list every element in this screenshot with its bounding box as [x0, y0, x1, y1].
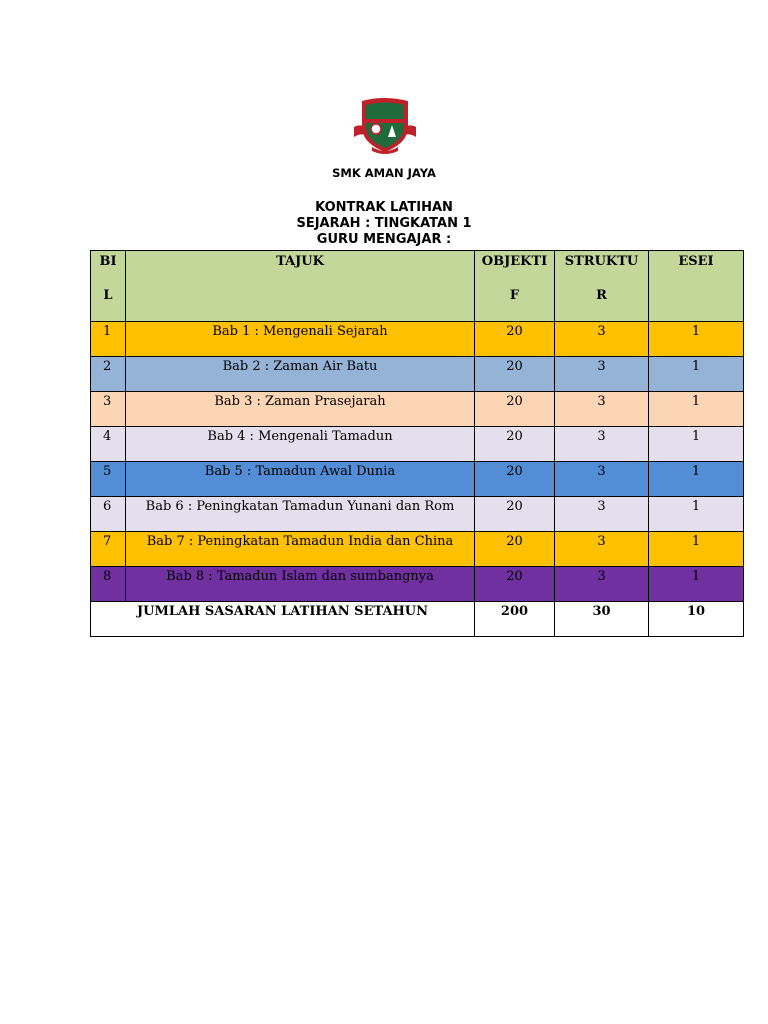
- school-crest-icon: [352, 97, 418, 155]
- cell-esei: 1: [649, 462, 744, 497]
- cell-objektif: 20: [475, 357, 555, 392]
- cell-struktur: 3: [555, 357, 649, 392]
- cell-objektif: 20: [475, 497, 555, 532]
- cell-tajuk: Bab 6 : Peningkatan Tamadun Yunani dan Rom: [126, 497, 475, 532]
- table-row: [91, 427, 744, 462]
- cell-tajuk: Bab 7 : Peningkatan Tamadun India dan China: [126, 532, 475, 567]
- cell-bil: 2: [91, 357, 126, 392]
- cell-struktur: 3: [555, 567, 649, 602]
- cell-tajuk: Bab 8 : Tamadun Islam dan sumbangnya: [126, 567, 475, 602]
- table-row: [91, 532, 744, 567]
- header-bil: BI L: [91, 251, 126, 322]
- cell-tajuk: Bab 2 : Zaman Air Batu: [126, 357, 475, 392]
- cell-bil: 1: [91, 322, 126, 357]
- cell-tajuk: Bab 4 : Mengenali Tamadun: [126, 427, 475, 462]
- cell-struktur: 3: [555, 392, 649, 427]
- total-objektif: 200: [475, 602, 555, 637]
- cell-struktur: 3: [555, 462, 649, 497]
- cell-bil: 5: [91, 462, 126, 497]
- cell-esei: 1: [649, 322, 744, 357]
- table-row: [91, 357, 744, 392]
- cell-objektif: 20: [475, 532, 555, 567]
- header-esei: ESEI: [649, 251, 744, 322]
- cell-struktur: 3: [555, 322, 649, 357]
- header-objektif: OBJEKTI F: [475, 251, 555, 322]
- teacher-line: GURU MENGAJAR :: [316, 232, 452, 247]
- cell-esei: 1: [649, 567, 744, 602]
- cell-bil: 3: [91, 392, 126, 427]
- header-tajuk: TAJUK: [126, 251, 475, 322]
- table-row: [91, 322, 744, 357]
- total-esei: 10: [649, 602, 744, 637]
- cell-struktur: 3: [555, 532, 649, 567]
- total-row: [91, 602, 744, 637]
- subject-line: SEJARAH : TINGKATAN 1: [296, 216, 472, 231]
- total-label: JUMLAH SASARAN LATIHAN SETAHUN: [91, 602, 475, 637]
- table-row: [91, 462, 744, 497]
- cell-bil: 4: [91, 427, 126, 462]
- cell-objektif: 20: [475, 567, 555, 602]
- table-row: [91, 392, 744, 427]
- cell-esei: 1: [649, 357, 744, 392]
- cell-objektif: 20: [475, 462, 555, 497]
- cell-objektif: 20: [475, 392, 555, 427]
- cell-struktur: 3: [555, 497, 649, 532]
- cell-esei: 1: [649, 392, 744, 427]
- cell-esei: 1: [649, 427, 744, 462]
- table-header-row: [91, 251, 744, 322]
- cell-bil: 7: [91, 532, 126, 567]
- cell-esei: 1: [649, 497, 744, 532]
- cell-esei: 1: [649, 532, 744, 567]
- school-name: SMK AMAN JAYA: [332, 166, 436, 180]
- cell-bil: 8: [91, 567, 126, 602]
- table-row: [91, 567, 744, 602]
- cell-tajuk: Bab 5 : Tamadun Awal Dunia: [126, 462, 475, 497]
- total-struktur: 30: [555, 602, 649, 637]
- cell-objektif: 20: [475, 427, 555, 462]
- cell-struktur: 3: [555, 427, 649, 462]
- cell-tajuk: Bab 3 : Zaman Prasejarah: [126, 392, 475, 427]
- cell-objektif: 20: [475, 322, 555, 357]
- cell-tajuk: Bab 1 : Mengenali Sejarah: [126, 322, 475, 357]
- exercise-contract-table: [90, 250, 744, 637]
- document-title: KONTRAK LATIHAN: [315, 200, 453, 215]
- header-struktur: STRUKTU R: [555, 251, 649, 322]
- table-row: [91, 497, 744, 532]
- cell-bil: 6: [91, 497, 126, 532]
